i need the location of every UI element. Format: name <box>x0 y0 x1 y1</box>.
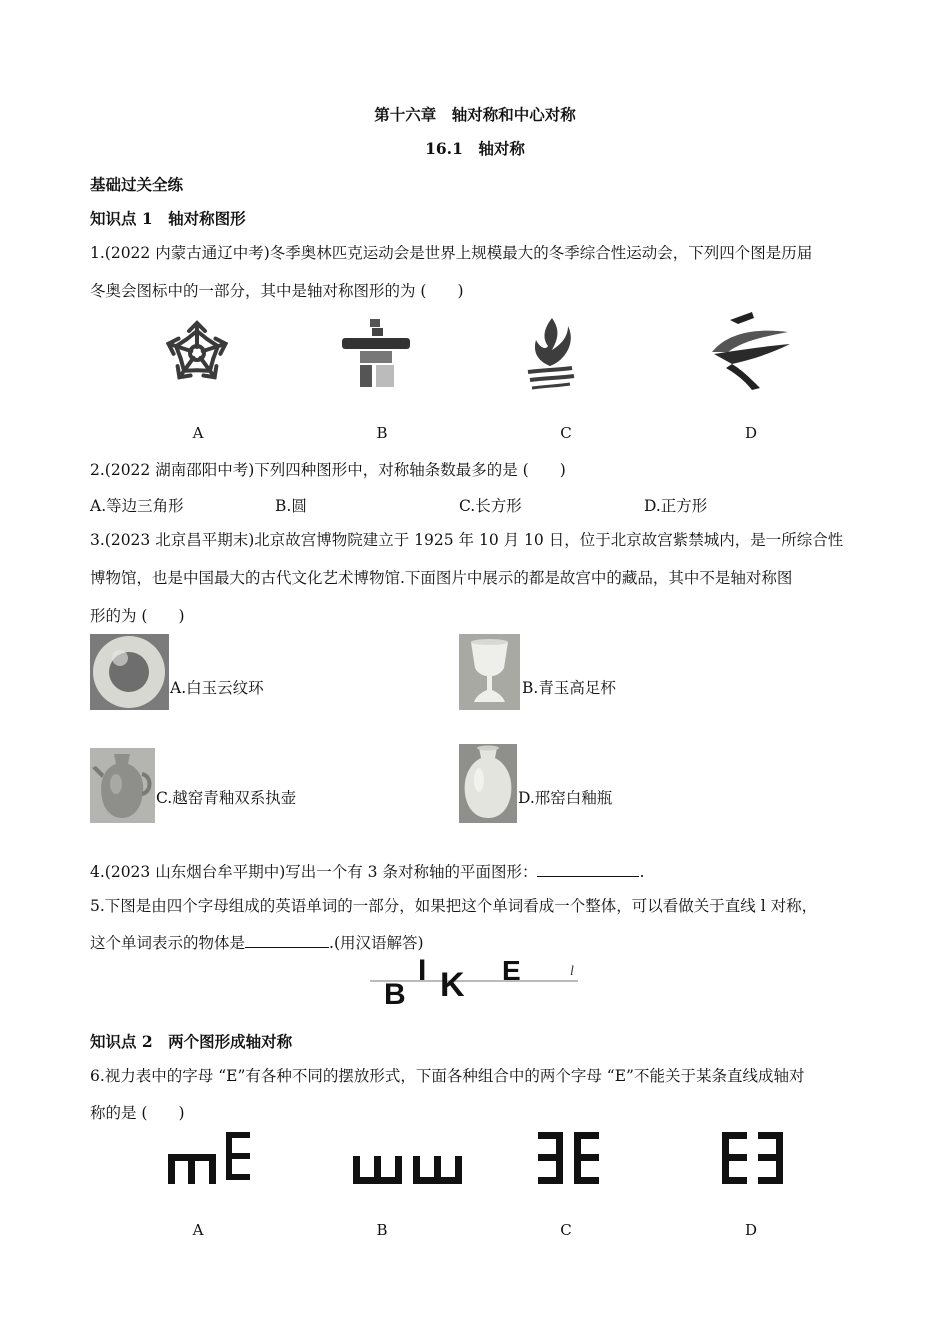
q3-line2: 博物馆，也是中国最大的古代文化艺术博物馆.下面图片中展示的都是故宫中的藏品，其中不是轴对称图 <box>90 569 793 587</box>
e-pair-d-figure <box>722 1130 784 1186</box>
line-l-label: l <box>570 964 574 979</box>
jade-ring-photo <box>90 634 169 710</box>
q3-option-a: A.白玉云纹环 <box>170 679 264 697</box>
q5-end: .(用汉语解答) <box>329 934 424 952</box>
q3-option-c: C.越窑青釉双系执壶 <box>156 789 297 807</box>
q1-label-b: B <box>376 424 388 442</box>
vase-photo <box>459 744 517 823</box>
ewer-photo <box>90 748 155 823</box>
q3-option-d: D.邢窑白釉瓶 <box>518 789 613 807</box>
q3-option-b: B.青玉高足杯 <box>522 679 616 697</box>
q4-answer-blank[interactable] <box>537 863 639 877</box>
e-pair-b-figure <box>353 1130 465 1186</box>
e-pair-c-figure <box>538 1130 600 1186</box>
q3-line3: 形的为 ( ) <box>90 607 185 625</box>
q2-line1: 2.(2022 湖南邵阳中考)下列四种图形中，对称轴条数最多的是 ( ) <box>90 461 566 479</box>
chapter-title: 第十六章 轴对称和中心对称 <box>374 105 576 124</box>
q4-text: 4.(2023 山东烟台牟平期中)写出一个有 3 条对称轴的平面图形： <box>90 863 538 881</box>
q6-label-d: D <box>744 1221 758 1239</box>
q4-end: . <box>639 863 645 881</box>
q1-line1: 1.(2022 内蒙古通辽中考)冬季奥林匹克运动会是世界上规模最大的冬季综合性运动会，下列四个图是历届 <box>90 244 813 262</box>
q2-option-d: D.正方形 <box>644 497 708 515</box>
q2-option-a: A.等边三角形 <box>90 497 184 515</box>
q1-line2: 冬奥会图标中的一部分，其中是轴对称图形的为 ( ) <box>90 282 464 300</box>
q2-option-b: B.圆 <box>275 497 307 515</box>
bike-word-figure <box>370 958 582 1006</box>
q6-line1: 6.视力表中的字母 “E”有各种不同的摆放形式，下面各种组合中的两个字母 “E”不能关于某条直线成轴对 <box>90 1067 805 1085</box>
q6-label-b: B <box>376 1221 388 1239</box>
q6-label-c: C <box>560 1221 572 1239</box>
section-title: 16.1 轴对称 <box>425 139 525 158</box>
q6-line2: 称的是 ( ) <box>90 1104 185 1122</box>
q1-label-a: A <box>192 424 204 442</box>
knowledge-point-1: 知识点 1 轴对称图形 <box>90 209 246 228</box>
flame-emblem-figure <box>522 316 578 392</box>
e-pair-a-figure <box>168 1130 252 1186</box>
q5-line2 <box>90 931 870 953</box>
ribbon-emblem-figure <box>708 310 794 392</box>
q1-label-c: C <box>560 424 572 442</box>
q1-label-d: D <box>744 424 758 442</box>
jade-cup-photo <box>459 634 520 710</box>
q2-option-c: C.长方形 <box>459 497 522 515</box>
letter-k: K <box>440 966 465 1004</box>
q5-answer-blank[interactable] <box>245 934 329 948</box>
q5-line1: 5.下图是由四个字母组成的英语单词的一部分，如果把这个单词看成一个整体，可以看做关于直线 l 对称， <box>90 897 818 915</box>
letter-e: E <box>502 958 521 986</box>
part-title: 基础过关全练 <box>90 175 184 194</box>
q5-text: 这个单词表示的物体是 <box>90 934 246 952</box>
snowflake-emblem-figure <box>158 316 236 390</box>
letter-i: I <box>418 958 427 987</box>
letter-b: B <box>384 978 406 1006</box>
q3-line1: 3.(2023 北京昌平期末)北京故宫博物院建立于 1925 年 10 月 10 日，位于北京故宫紫禁城内，是一所综合性 <box>90 531 844 549</box>
q4-line <box>90 860 870 882</box>
knowledge-point-2: 知识点 2 两个图形成轴对称 <box>90 1032 293 1051</box>
q6-label-a: A <box>192 1221 204 1239</box>
inukshuk-emblem-figure <box>338 316 414 390</box>
